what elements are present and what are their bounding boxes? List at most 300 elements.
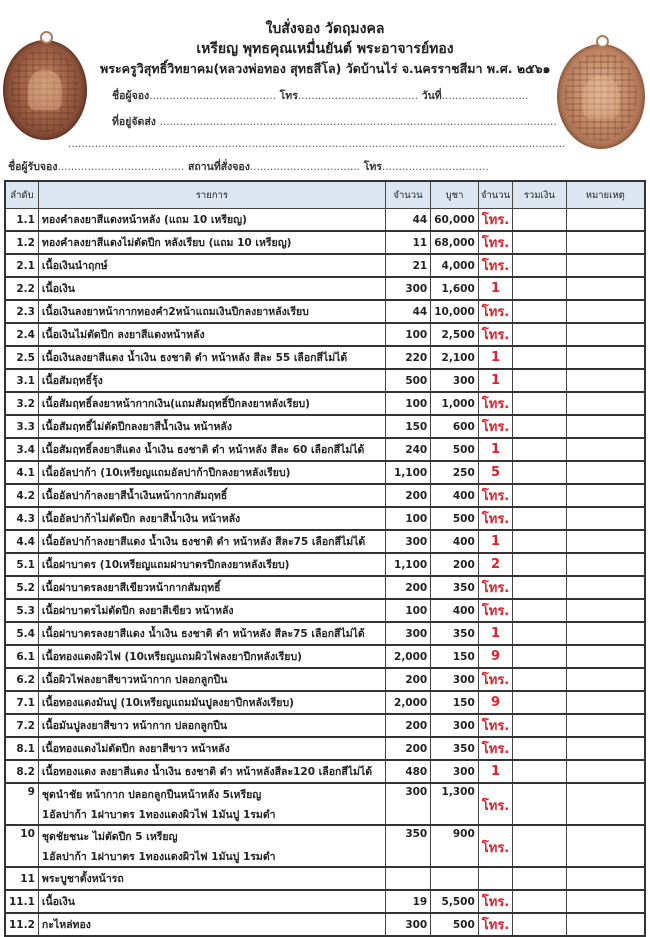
row-item xyxy=(38,714,385,737)
row-note-cell[interactable] xyxy=(566,867,645,890)
row-item-text: ทองคำลงยาสีแดงหน้าหลัง (แถม 10 เหรียญ) xyxy=(41,214,247,226)
row-note-cell[interactable] xyxy=(566,323,645,346)
table-row xyxy=(5,760,645,783)
row-total-cell[interactable] xyxy=(513,254,566,277)
row-price: 1,000 xyxy=(431,392,479,415)
row-note-cell[interactable] xyxy=(566,231,645,254)
row-price: 350 xyxy=(431,737,479,760)
row-item xyxy=(38,438,385,461)
row-note-cell[interactable] xyxy=(566,760,645,783)
row-number: 7.2 xyxy=(5,714,38,737)
row-item-text: เนื้อฝาบาตรลงยาสีเขียวหน้ากากสัมฤทธิ์ xyxy=(41,582,221,594)
row-total-cell[interactable] xyxy=(513,691,566,714)
row-status: โทร. xyxy=(478,415,512,438)
row-quantity: 19 xyxy=(385,890,430,913)
col-header-note: หมายเหตุ xyxy=(566,181,645,209)
row-price: 1,300 xyxy=(431,783,479,825)
row-item-text: เนื้อเงินไม่ตัดปีก ลงยาสีแดงหน้าหลัง xyxy=(41,329,205,341)
row-item-text: เนื้อเงินนำฤกษ์ xyxy=(41,260,108,272)
receiver-phone-field[interactable]: ................................ xyxy=(381,161,489,173)
table-row xyxy=(5,867,645,890)
row-total-cell[interactable] xyxy=(513,277,566,300)
row-total-cell[interactable] xyxy=(513,890,566,913)
row-note-cell[interactable] xyxy=(566,599,645,622)
row-number: 5.1 xyxy=(5,553,38,576)
row-price: 400 xyxy=(431,530,479,553)
row-quantity: 300 xyxy=(385,783,430,825)
row-number: 3.2 xyxy=(5,392,38,415)
row-note-cell[interactable] xyxy=(566,254,645,277)
row-quantity: 21 xyxy=(385,254,430,277)
row-quantity: 200 xyxy=(385,576,430,599)
row-total-cell[interactable] xyxy=(513,369,566,392)
row-item xyxy=(38,461,385,484)
row-quantity: 2,000 xyxy=(385,691,430,714)
row-quantity: 150 xyxy=(385,415,430,438)
row-quantity: 500 xyxy=(385,369,430,392)
row-status: 1 xyxy=(478,346,512,369)
table-body xyxy=(5,209,645,937)
row-note-cell[interactable] xyxy=(566,645,645,668)
row-item-text: เนื้อทองแดงผิวไฟ (10เหรียญแถมผิวไฟลงยาปีกหลังเรียบ) xyxy=(41,651,302,663)
row-price: 500 xyxy=(431,913,479,936)
monk-figure xyxy=(28,70,62,110)
row-quantity: 350 xyxy=(385,825,430,867)
row-quantity: 300 xyxy=(385,913,430,936)
table-row xyxy=(5,231,645,254)
row-item xyxy=(38,209,385,232)
row-item-text: เนื้อฝาบาตรลงยาสีแดง น้ำเงิน ธงชาติ ดำ หน้าหลัง สีละ75 เลือกสีไม่ได้ xyxy=(41,628,365,640)
yantra-figure xyxy=(583,76,618,118)
address-field-2[interactable]: ..................................................................................................................................................... xyxy=(68,138,566,150)
address-field[interactable]: ....................................................................................................................... xyxy=(159,116,557,128)
row-item-text: เนื้อฝาบาตร (10เหรียญแถมฝาบาตรปีกลงยาหลังเรียบ) xyxy=(41,559,290,571)
row-item-text: เนื้อสัมฤทธิ์ลงยาสีแดง น้ำเงิน ธงชาติ ดำ หน้าหลัง สีละ 60 เลือกสีไม่ได้ xyxy=(41,444,365,456)
row-number: 1.2 xyxy=(5,231,38,254)
row-quantity: 200 xyxy=(385,714,430,737)
row-total-cell[interactable] xyxy=(513,714,566,737)
table-row xyxy=(5,438,645,461)
row-item xyxy=(38,231,385,254)
row-total-cell[interactable] xyxy=(513,461,566,484)
row-item xyxy=(38,323,385,346)
row-price: 4,000 xyxy=(431,254,479,277)
row-note-cell[interactable] xyxy=(566,484,645,507)
row-note-cell[interactable] xyxy=(566,913,645,936)
row-note-cell[interactable] xyxy=(566,622,645,645)
row-number: 6.2 xyxy=(5,668,38,691)
row-quantity: 44 xyxy=(385,300,430,323)
row-note-cell[interactable] xyxy=(566,576,645,599)
row-status: โทร. xyxy=(478,254,512,277)
row-item-text: เนื้อฝาบาตรไม่ตัดปีก ลงยาสีเขียว หน้าหลัง xyxy=(41,605,234,617)
table-row xyxy=(5,553,645,576)
row-item xyxy=(38,691,385,714)
row-status: 9 xyxy=(478,691,512,714)
row-price: 2,500 xyxy=(431,323,479,346)
row-total-cell[interactable] xyxy=(513,323,566,346)
row-number: 7.1 xyxy=(5,691,38,714)
row-number: 3.4 xyxy=(5,438,38,461)
page-title: ใบสั่งจอง วัดฤมงคล xyxy=(265,21,385,37)
row-item-detail: 1อัลปาก้า 1ฝาบาตร 1ทองแดงผิวไฟ 1มันปู 1รมดำ xyxy=(41,809,276,821)
row-quantity: 300 xyxy=(385,622,430,645)
row-item-text: เนื้อสัมฤทธิ์ลงยาหน้ากากเงิน(แถมสัมฤทธิ์ปีกลงยาหลังเรียบ) xyxy=(41,398,310,410)
row-quantity: 200 xyxy=(385,668,430,691)
row-item xyxy=(38,392,385,415)
row-item-text: เนื้อทองแดง ลงยาสีแดง น้ำเงิน ธงชาติ ดำ หน้าหลังสีละ120 เลือกสีไม่ได้ xyxy=(41,766,373,778)
place-label: สถานที่สั่งจอง xyxy=(187,161,250,173)
row-note-cell[interactable] xyxy=(566,277,645,300)
row-note-cell[interactable] xyxy=(566,438,645,461)
place-field[interactable]: ................................. xyxy=(249,161,361,173)
row-item xyxy=(38,737,385,760)
table-row xyxy=(5,415,645,438)
row-price: 150 xyxy=(431,691,479,714)
row-number: 5.4 xyxy=(5,622,38,645)
row-item-text: เนื้อเงิน xyxy=(41,283,75,295)
row-item xyxy=(38,254,385,277)
row-status: โทร. xyxy=(478,392,512,415)
medal-loop xyxy=(40,31,53,44)
row-status: 1 xyxy=(478,369,512,392)
row-item-text: เนื้อสัมฤทธิ์รุ้ง xyxy=(41,375,103,387)
row-note-cell[interactable] xyxy=(566,346,645,369)
row-total-cell[interactable] xyxy=(513,913,566,936)
row-total-cell[interactable] xyxy=(513,415,566,438)
table-row xyxy=(5,691,645,714)
row-status: โทร. xyxy=(478,913,512,936)
booker-line xyxy=(112,87,528,104)
row-number: 5.2 xyxy=(5,576,38,599)
row-status: 1 xyxy=(478,622,512,645)
row-number: 6.1 xyxy=(5,645,38,668)
table-row xyxy=(5,346,645,369)
table-row xyxy=(5,300,645,323)
booker-phone-label: โทร xyxy=(279,90,298,102)
row-note-cell[interactable] xyxy=(566,507,645,530)
col-header-total: รวมเงิน xyxy=(513,181,566,209)
medal-back-image xyxy=(557,44,645,149)
row-item xyxy=(38,553,385,576)
row-quantity: 300 xyxy=(385,277,430,300)
row-number: 2.1 xyxy=(5,254,38,277)
row-item-text: ชุดนำชัย หน้ากาก ปลอกลูกปืนหน้าหลัง 5เหรียญ xyxy=(41,789,262,801)
row-total-cell[interactable] xyxy=(513,346,566,369)
row-price: 68,000 xyxy=(431,231,479,254)
row-note-cell[interactable] xyxy=(566,737,645,760)
row-price: 400 xyxy=(431,484,479,507)
table-row xyxy=(5,645,645,668)
row-total-cell[interactable] xyxy=(513,783,566,825)
row-item xyxy=(38,300,385,323)
row-total-cell[interactable] xyxy=(513,737,566,760)
row-item-text: เนื้อเงิน xyxy=(41,896,75,908)
row-status: 1 xyxy=(478,438,512,461)
row-quantity: 1,100 xyxy=(385,553,430,576)
row-item xyxy=(38,277,385,300)
order-table xyxy=(4,180,646,937)
col-header-quantity: จำนวน xyxy=(385,181,430,209)
row-item xyxy=(38,346,385,369)
row-status: โทร. xyxy=(478,668,512,691)
row-price: 60,000 xyxy=(431,209,479,232)
row-total-cell[interactable] xyxy=(513,392,566,415)
row-item xyxy=(38,599,385,622)
row-item xyxy=(38,645,385,668)
row-price: 300 xyxy=(431,668,479,691)
row-note-cell[interactable] xyxy=(566,668,645,691)
row-item-text: พระบูชาตั้งหน้ารถ xyxy=(41,873,124,885)
row-total-cell[interactable] xyxy=(513,760,566,783)
row-total-cell[interactable] xyxy=(513,507,566,530)
row-note-cell[interactable] xyxy=(566,553,645,576)
row-quantity: 200 xyxy=(385,484,430,507)
table-row xyxy=(5,484,645,507)
table-row xyxy=(5,576,645,599)
table-row xyxy=(5,913,645,936)
row-note-cell[interactable] xyxy=(566,300,645,323)
row-total-cell[interactable] xyxy=(513,231,566,254)
row-quantity: 11 xyxy=(385,231,430,254)
row-status: โทร. xyxy=(478,783,512,825)
row-item xyxy=(38,867,385,890)
row-item xyxy=(38,484,385,507)
row-item-text: เนื้อมันปูลงยาสีขาว หน้ากาก ปลอกลูกปืน xyxy=(41,720,228,732)
row-status: 9 xyxy=(478,645,512,668)
row-number: 4.4 xyxy=(5,530,38,553)
row-status: โทร. xyxy=(478,209,512,232)
row-total-cell[interactable] xyxy=(513,553,566,576)
row-price: 300 xyxy=(431,714,479,737)
row-total-cell[interactable] xyxy=(513,438,566,461)
row-price: 2,100 xyxy=(431,346,479,369)
row-total-cell[interactable] xyxy=(513,209,566,232)
row-price: 350 xyxy=(431,622,479,645)
row-price: 1,600 xyxy=(431,277,479,300)
row-item-text: เนื้ออัลปาก้าไม่ตัดปีก ลงยาสีน้ำเงิน หน้าหลัง xyxy=(41,513,241,525)
row-quantity: 2,000 xyxy=(385,645,430,668)
row-status: 5 xyxy=(478,461,512,484)
table-row xyxy=(5,530,645,553)
table-row xyxy=(5,209,645,232)
col-header-price: บูชา xyxy=(431,181,479,209)
col-header-number: ลำดับ xyxy=(5,181,38,209)
row-status: 2 xyxy=(478,553,512,576)
row-item xyxy=(38,825,385,867)
row-number: 2.2 xyxy=(5,277,38,300)
row-price: 500 xyxy=(431,507,479,530)
row-total-cell[interactable] xyxy=(513,867,566,890)
row-note-cell[interactable] xyxy=(566,714,645,737)
row-price: 400 xyxy=(431,599,479,622)
row-number: 2.5 xyxy=(5,346,38,369)
row-note-cell[interactable] xyxy=(566,392,645,415)
row-note-cell[interactable] xyxy=(566,890,645,913)
row-price: 250 xyxy=(431,461,479,484)
row-number: 4.1 xyxy=(5,461,38,484)
row-status: โทร. xyxy=(478,737,512,760)
table-row xyxy=(5,323,645,346)
row-item xyxy=(38,890,385,913)
row-number: 2.3 xyxy=(5,300,38,323)
row-item-text: เนื้อทองแดงมันปู (10เหรียญแถมมันปูลงยาปีกหลังเรียบ) xyxy=(41,697,294,709)
row-price: 300 xyxy=(431,760,479,783)
row-total-cell[interactable] xyxy=(513,599,566,622)
row-item xyxy=(38,576,385,599)
row-number: 1.1 xyxy=(5,209,38,232)
row-item-text: ทองคำลงยาสีแดงไม่ตัดปีก หลังเรียบ (แถม 10 เหรียญ) xyxy=(41,237,292,249)
row-price xyxy=(431,867,479,890)
table-row xyxy=(5,254,645,277)
row-status: 1 xyxy=(478,530,512,553)
row-status: โทร. xyxy=(478,825,512,867)
receiver-label: ชื่อผู้รับจอง xyxy=(8,161,58,173)
row-total-cell[interactable] xyxy=(513,484,566,507)
row-quantity: 240 xyxy=(385,438,430,461)
row-note-cell[interactable] xyxy=(566,783,645,825)
row-number: 11.2 xyxy=(5,913,38,936)
booker-name-field[interactable]: ...................................... xyxy=(149,90,277,102)
row-item-text: ชุดชัยชนะ ไม่ตัดปีก 5 เหรียญ xyxy=(41,831,178,843)
row-number: 11 xyxy=(5,867,38,890)
booker-name-label: ชื่อผู้จอง xyxy=(112,90,150,102)
table-row xyxy=(5,668,645,691)
table-row xyxy=(5,783,645,825)
row-price: 900 xyxy=(431,825,479,867)
row-quantity: 480 xyxy=(385,760,430,783)
row-number: 8.1 xyxy=(5,737,38,760)
row-item xyxy=(38,530,385,553)
row-status: โทร. xyxy=(478,599,512,622)
row-price: 600 xyxy=(431,415,479,438)
row-item-text: เนื้อเงินลงยาสีแดง น้ำเงิน ธงชาติ ดำ หน้าหลัง สีละ 55 เลือกสีไม่ได้ xyxy=(41,352,348,364)
row-number: 10 xyxy=(5,825,38,867)
row-item-text: เนื้อผิวไฟลงยาสีขาวหน้ากาก ปลอกลูกปืน xyxy=(41,674,228,686)
row-status: โทร. xyxy=(478,323,512,346)
row-number: 3.3 xyxy=(5,415,38,438)
row-number: 4.2 xyxy=(5,484,38,507)
row-total-cell[interactable] xyxy=(513,668,566,691)
table-row xyxy=(5,825,645,867)
row-number: 3.1 xyxy=(5,369,38,392)
monk-line: พระครูวิสุทธิ์วิทยาคม(หลวงพ่อทอง สุทธสีโล) วัดบ้านไร่ จ.นครราชสีมา พ.ศ. ๒๕๖๑ xyxy=(100,61,551,76)
row-number: 2.4 xyxy=(5,323,38,346)
row-status: 1 xyxy=(478,760,512,783)
row-price: 10,000 xyxy=(431,300,479,323)
row-note-cell[interactable] xyxy=(566,530,645,553)
row-item-detail: 1อัลปาก้า 1ฝาบาตร 1ทองแดงผิวไฟ 1มันปู 1รมดำ xyxy=(41,851,276,863)
receiver-line xyxy=(8,158,489,175)
row-total-cell[interactable] xyxy=(513,622,566,645)
row-status: โทร. xyxy=(478,484,512,507)
row-status: โทร. xyxy=(478,576,512,599)
col-header-item: รายการ xyxy=(38,181,385,209)
medal-loop xyxy=(596,35,609,48)
col-header-remaining: จำนวน xyxy=(478,181,512,209)
row-quantity: 220 xyxy=(385,346,430,369)
table-row xyxy=(5,737,645,760)
row-quantity: 300 xyxy=(385,530,430,553)
table-row xyxy=(5,277,645,300)
row-quantity: 1,100 xyxy=(385,461,430,484)
row-price: 300 xyxy=(431,369,479,392)
table-row xyxy=(5,890,645,913)
date-field[interactable]: .......................... xyxy=(441,90,529,102)
row-price: 500 xyxy=(431,438,479,461)
table-row xyxy=(5,622,645,645)
row-note-cell[interactable] xyxy=(566,369,645,392)
row-item xyxy=(38,783,385,825)
row-number: 11.1 xyxy=(5,890,38,913)
table-header-row xyxy=(5,181,645,209)
row-quantity: 44 xyxy=(385,209,430,232)
page-subtitle: เหรียญ พุทธคุณเหมื่นยันต์ พระอาจารย์ทอง xyxy=(196,41,454,57)
row-quantity: 100 xyxy=(385,599,430,622)
row-quantity: 100 xyxy=(385,323,430,346)
row-total-cell[interactable] xyxy=(513,300,566,323)
row-item-text: เนื้อเงินลงยาหน้ากากทองคำ2หน้าแถมเงินปีกลงยาหลังเรียบ xyxy=(41,306,309,318)
table-row xyxy=(5,507,645,530)
row-price: 150 xyxy=(431,645,479,668)
row-price: 200 xyxy=(431,553,479,576)
row-total-cell[interactable] xyxy=(513,825,566,867)
row-status: 1 xyxy=(478,277,512,300)
row-status: โทร. xyxy=(478,507,512,530)
row-status: โทร. xyxy=(478,231,512,254)
row-number: 8.2 xyxy=(5,760,38,783)
row-note-cell[interactable] xyxy=(566,691,645,714)
row-item-text: กะไหล่ทอง xyxy=(41,919,91,931)
row-item-text: เนื้ออัลปาก้าลงยาสีน้ำเงินหน้ากากสัมฤทธิ์ xyxy=(41,490,228,502)
table-row xyxy=(5,392,645,415)
table-row xyxy=(5,714,645,737)
row-item xyxy=(38,668,385,691)
row-item xyxy=(38,913,385,936)
row-item-text: เนื้ออัลปาก้าลงยาสีแดง น้ำเงิน ธงชาติ ดำ หน้าหลัง สีละ75 เลือกสีไม่ได้ xyxy=(41,536,366,548)
address-line xyxy=(112,113,557,130)
row-item-text: เนื้ออัลปาก้า (10เหรียญแถมอัลปาก้าปีกลงยาหลังเรียบ) xyxy=(41,467,291,479)
row-quantity: 100 xyxy=(385,507,430,530)
receiver-field[interactable]: ...................................... xyxy=(57,161,185,173)
row-note-cell[interactable] xyxy=(566,415,645,438)
table-row xyxy=(5,461,645,484)
table-row xyxy=(5,599,645,622)
row-total-cell[interactable] xyxy=(513,645,566,668)
row-quantity xyxy=(385,867,430,890)
row-status: โทร. xyxy=(478,300,512,323)
row-item xyxy=(38,415,385,438)
row-item xyxy=(38,369,385,392)
booker-phone-field[interactable]: .................................... xyxy=(297,90,419,102)
row-total-cell[interactable] xyxy=(513,530,566,553)
row-item xyxy=(38,507,385,530)
row-item xyxy=(38,622,385,645)
row-note-cell[interactable] xyxy=(566,209,645,232)
address-line-2 xyxy=(68,138,565,150)
row-price: 5,500 xyxy=(431,890,479,913)
row-item xyxy=(38,760,385,783)
row-price: 350 xyxy=(431,576,479,599)
address-label: ที่อยู่จัดส่ง xyxy=(112,116,156,128)
row-total-cell[interactable] xyxy=(513,576,566,599)
row-item-text: เนื้อสัมฤทธิ์ไม่ตัดปีกลงยาสีน้ำเงิน หน้าหลัง xyxy=(41,421,232,433)
row-note-cell[interactable] xyxy=(566,461,645,484)
row-status xyxy=(478,867,512,890)
row-item-text: เนื้อทองแดงไม่ตัดปีก ลงยาสีขาว หน้าหลัง xyxy=(41,743,230,755)
row-status: โทร. xyxy=(478,714,512,737)
row-note-cell[interactable] xyxy=(566,825,645,867)
